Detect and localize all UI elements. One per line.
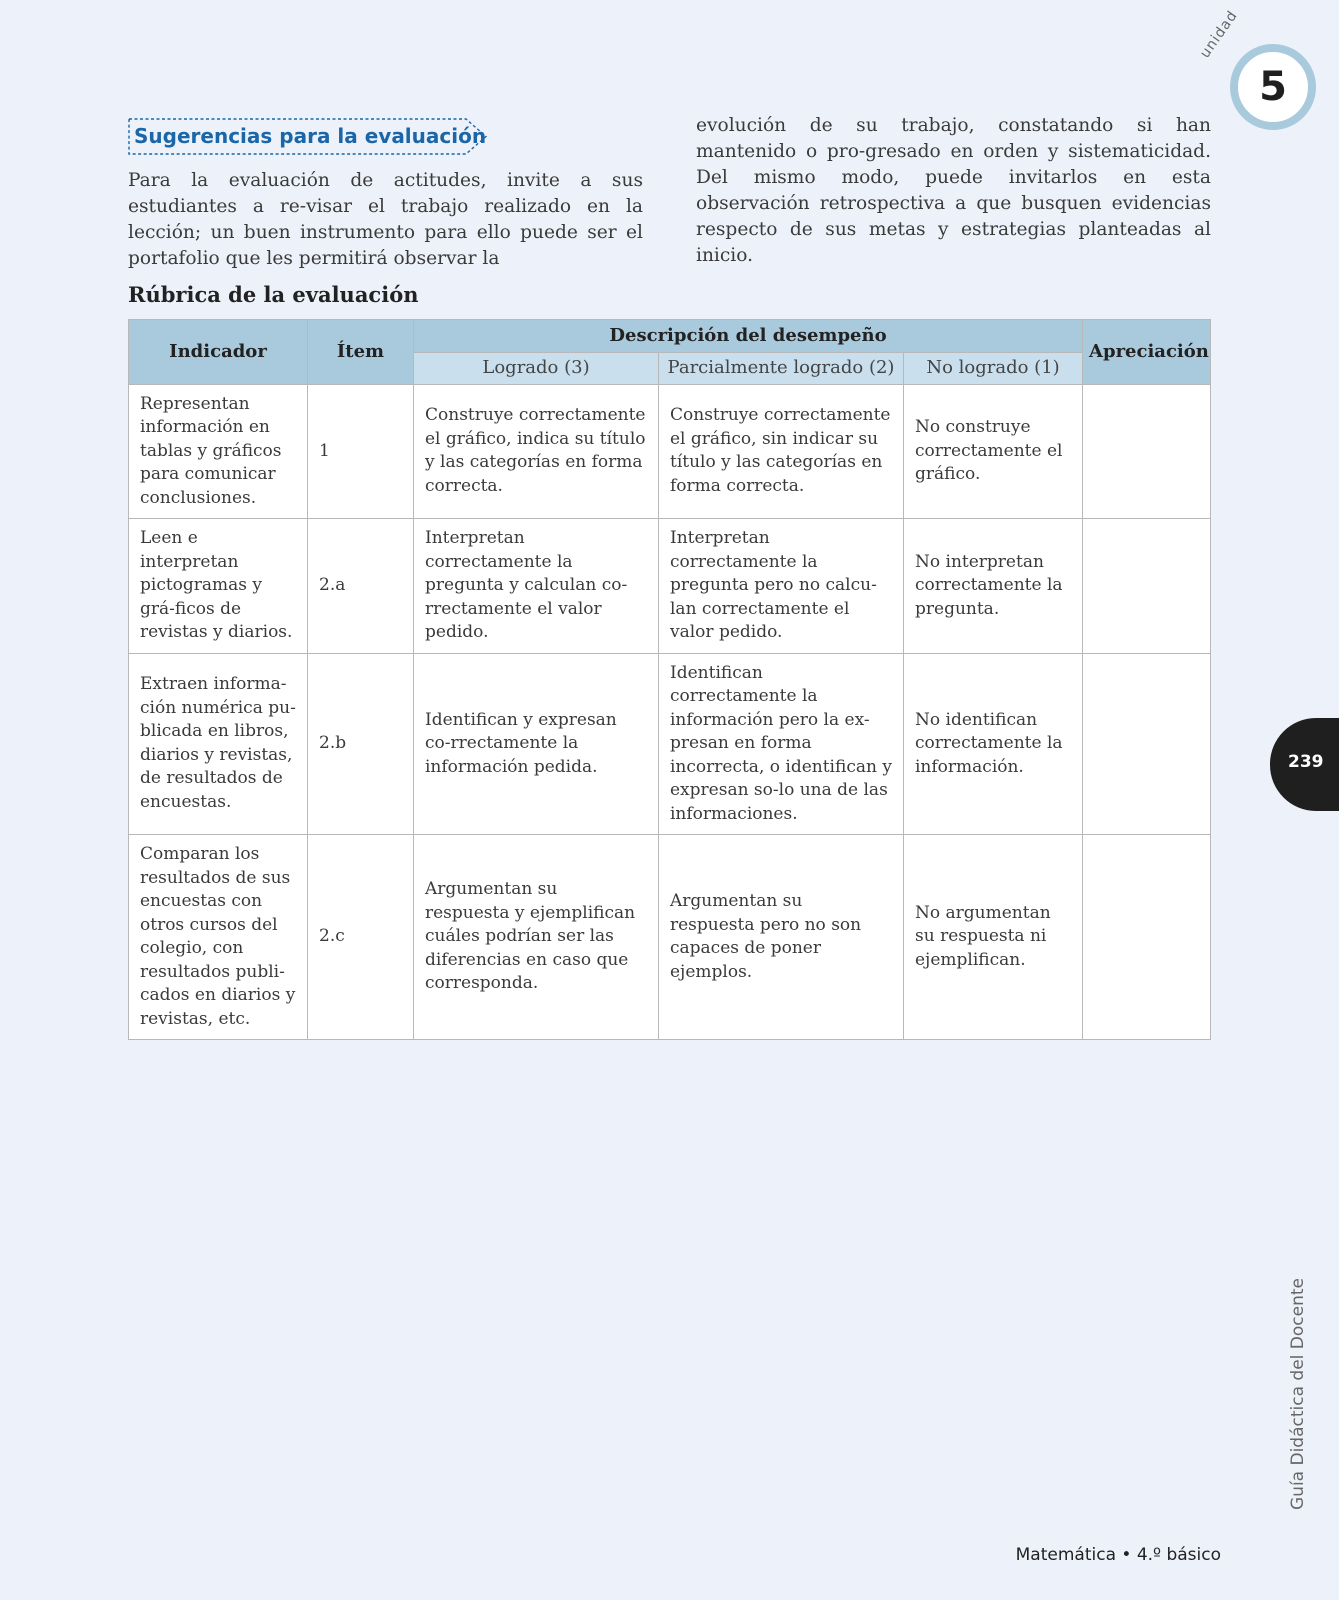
item-cell: 2.a (308, 519, 414, 654)
appreciation-cell[interactable] (1083, 519, 1211, 654)
page-number-tab (1270, 718, 1339, 811)
side-label: Guía Didáctica del Docente (1288, 1278, 1308, 1510)
achieved-cell: Construye correctamente el gráfico, indica su título y las categorías en forma correcta. (414, 384, 659, 519)
indicator-cell: Extraen informa-ción numérica pu-blicada en libros, diarios y revistas, de resultados de encuestas. (129, 653, 308, 835)
suggestions-text-right: evolución de su trabajo, constatando si han mantenido o pro-gresado en orden y sistematicidad. Del mismo modo, puede invitarlos en esta observación retrospectiva a que busquen evidencias respecto de sus metas y estrategias planteadas al inicio. (696, 115, 1211, 266)
page-number: 239 (1288, 752, 1324, 772)
header-achieved: Logrado (3) (414, 352, 659, 384)
unit-badge (1197, 7, 1315, 130)
not-achieved-cell: No construye correctamente el gráfico. (904, 384, 1083, 519)
partial-cell: Construye correctamente el gráfico, sin indicar su título y las categorías en forma correcta. (659, 384, 904, 519)
rubric-title: Rúbrica de la evaluación (128, 282, 419, 307)
suggestions-title: Sugerencias para la evaluación (134, 124, 487, 148)
header-not-achieved: No logrado (1) (904, 352, 1083, 384)
achieved-cell: Identifican y expresan co-rrectamente la información pedida. (414, 653, 659, 835)
header-description: Descripción del desempeño (414, 320, 1083, 353)
unit-label: unidad (1197, 7, 1242, 62)
header-indicator: Indicador (129, 320, 308, 385)
table-row (129, 653, 1211, 835)
achieved-cell: Argumentan su respuesta y ejemplifican cuáles podrían ser las diferencias en caso que corresponda. (414, 835, 659, 1040)
not-achieved-cell: No identifican correctamente la información. (904, 653, 1083, 835)
partial-cell: Interpretan correctamente la pregunta pero no calcu-lan correctamente el valor pedido. (659, 519, 904, 654)
appreciation-cell[interactable] (1083, 835, 1211, 1040)
suggestions-text-left: Para la evaluación de actitudes, invite a sus estudiantes a re-visar el trabajo realizado en la lección; un buen instrumento para ello puede ser el portafolio que les permitirá observar la (128, 170, 643, 269)
header-partial: Parcialmente logrado (2) (659, 352, 904, 384)
partial-cell: Argumentan su respuesta pero no son capaces de poner ejemplos. (659, 835, 904, 1040)
item-cell: 1 (308, 384, 414, 519)
appreciation-cell[interactable] (1083, 653, 1211, 835)
not-achieved-cell: No interpretan correctamente la pregunta. (904, 519, 1083, 654)
appreciation-cell[interactable] (1083, 384, 1211, 519)
indicator-cell: Leen e interpretan pictogramas y grá-ficos de revistas y diarios. (129, 519, 308, 654)
not-achieved-cell: No argumentan su respuesta ni ejemplifican. (904, 835, 1083, 1040)
unit-number: 5 (1230, 44, 1316, 130)
indicator-cell: Comparan los resultados de sus encuestas con otros cursos del colegio, con resultados publi-cados en diarios y revistas, etc. (129, 835, 308, 1040)
header-appreciation: Apreciación (1083, 320, 1211, 385)
item-cell: 2.c (308, 835, 414, 1040)
suggestions-title-box (128, 118, 486, 155)
table-row (129, 835, 1211, 1040)
partial-cell: Identifican correctamente la información pero la ex-presan en forma incorrecta, o identifican y expresan so-lo una de las informaciones. (659, 653, 904, 835)
item-cell: 2.b (308, 653, 414, 835)
rubric-table (128, 319, 1211, 1040)
header-item: Ítem (308, 320, 414, 385)
footer: Matemática • 4.º básico (1015, 1545, 1221, 1565)
table-row (129, 519, 1211, 654)
table-row (129, 384, 1211, 519)
indicator-cell: Representan información en tablas y gráficos para comunicar conclusiones. (129, 384, 308, 519)
achieved-cell: Interpretan correctamente la pregunta y calculan co-rrectamente el valor pedido. (414, 519, 659, 654)
